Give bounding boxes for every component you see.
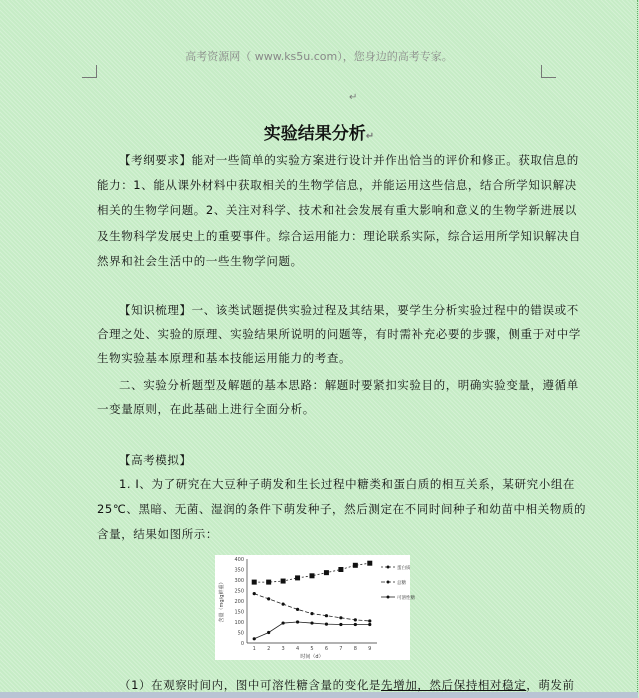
data-point (296, 608, 299, 611)
data-point (253, 592, 256, 595)
paragraph-mark-icon: ↵ (349, 92, 358, 103)
y-tick-label: 150 (234, 609, 244, 616)
y-axis-label: 含量（mg/g鲜重） (219, 579, 225, 623)
data-point (310, 573, 315, 578)
x-tick-label: 5 (310, 646, 314, 652)
legend-label: 总糖 (397, 581, 406, 586)
data-point (338, 567, 343, 572)
question-text: （1）在观察时间内，图中可溶性糖含量的变化是 (119, 678, 382, 692)
y-tick-label: 250 (234, 588, 244, 595)
x-tick-label: 9 (368, 646, 372, 652)
paragraph-line: 生物实验基本原理和基本技能运用能力的考查。 (97, 351, 352, 365)
data-point (267, 631, 270, 634)
line-chart (215, 555, 415, 660)
paragraph-line: 及生物科学发展史上的重要事件。综合运用能力：理论联系实际，综合运用所学知识解决自 (97, 229, 581, 243)
paragraph-line: 【知识梳理】一、该类试题提供实验过程及其结果，要学生分析实验过程中的错误或不 (119, 303, 579, 317)
legend-marker (387, 566, 390, 569)
data-point (295, 575, 300, 580)
legend-marker (387, 581, 390, 584)
legend-label: 可溶性糖 (397, 596, 415, 601)
data-point (266, 580, 271, 585)
y-tick-label: 200 (234, 599, 244, 605)
paragraph-line: 【考纲要求】能对一些简单的实验方案进行设计并作出恰当的评价和修正。获取信息的 (119, 153, 579, 167)
paragraph-line: 二、实验分析题型及解题的基本思路：解题时要紧扣实验目的，明确实验变量，遵循单 (119, 378, 579, 392)
data-point (354, 623, 357, 626)
document-title (0, 119, 638, 144)
data-point (310, 621, 313, 624)
paragraph-line: 合理之处、实验的原理、实验结果所说明的问题等，有时需补充必要的步骤，侧重于对中学 (97, 327, 581, 341)
legend-label: 蛋白质 (397, 566, 411, 571)
x-tick-label: 8 (353, 646, 357, 652)
data-point (368, 619, 371, 622)
title-text: 实验结果分析 (263, 124, 366, 144)
y-tick-label: 400 (234, 557, 244, 563)
margin-corner-mark (541, 65, 556, 78)
data-point (267, 597, 270, 600)
data-point (282, 603, 285, 606)
paragraph-line: 能力：1、能从课外材料中获取相关的生物学信息，并能运用这些信息，结合所学知识解决 (97, 178, 577, 192)
x-axis-label: 时间（d） (300, 654, 324, 660)
paragraph-line: 含量，结果如图所示： (97, 527, 218, 541)
data-point (252, 580, 257, 585)
data-point (281, 579, 286, 584)
x-tick-label: 7 (339, 646, 343, 652)
series-line (254, 563, 370, 582)
data-point (368, 623, 371, 626)
y-tick-label: 50 (237, 630, 244, 637)
x-tick-label: 6 (324, 646, 329, 652)
paragraph-line: 然界和社会生活中的一些生物学问题。 (97, 254, 303, 268)
data-point (353, 563, 358, 568)
y-tick-label: 300 (234, 578, 244, 584)
paragraph-line: 相关的生物学问题。2、关注对科学、技术和社会发展有重大影响和意义的生物学新进展以 (97, 203, 577, 217)
y-tick-label: 100 (234, 620, 244, 626)
x-tick-label: 1 (252, 646, 256, 652)
question-text: ，萌发前 (526, 678, 575, 692)
data-point (339, 623, 342, 626)
data-point (324, 570, 329, 575)
paragraph-line: 1. Ⅰ、为了研究在大豆种子萌发和生长过程中糖类和蛋白质的相互关系，某研究小组在 (119, 477, 576, 491)
page-header: 高考资源网（ www.ks5u.com），您身边的高考专家。 (185, 50, 453, 63)
x-tick-label: 3 (281, 646, 285, 652)
margin-corner-mark (82, 65, 97, 78)
data-point (282, 621, 285, 624)
data-point (325, 623, 328, 626)
section-heading: 【高考模拟】 (119, 453, 192, 467)
page-edge (637, 0, 638, 698)
x-tick-label: 2 (267, 646, 271, 652)
x-tick-label: 4 (295, 646, 300, 652)
data-point (253, 637, 256, 640)
series-line (254, 594, 370, 621)
data-point (339, 616, 342, 619)
y-tick-label: 0 (240, 641, 244, 647)
paragraph-mark-icon: ↵ (365, 131, 375, 142)
data-point (325, 614, 328, 617)
y-tick-label: 350 (234, 567, 244, 574)
legend-marker (387, 596, 390, 599)
question-1 (97, 677, 639, 693)
answer-underlined: 先增加，然后保持相对稳定 (381, 678, 527, 692)
data-point (354, 618, 357, 621)
data-point (310, 612, 313, 615)
paragraph-line: 一变量原则，在此基础上进行全面分析。 (97, 402, 315, 416)
data-point (367, 561, 372, 566)
data-point (296, 620, 299, 623)
paragraph-line: 25℃、黑暗、无菌、湿润的条件下萌发种子，然后测定在不同时间种子和幼苗中相关物质的 (97, 502, 587, 516)
